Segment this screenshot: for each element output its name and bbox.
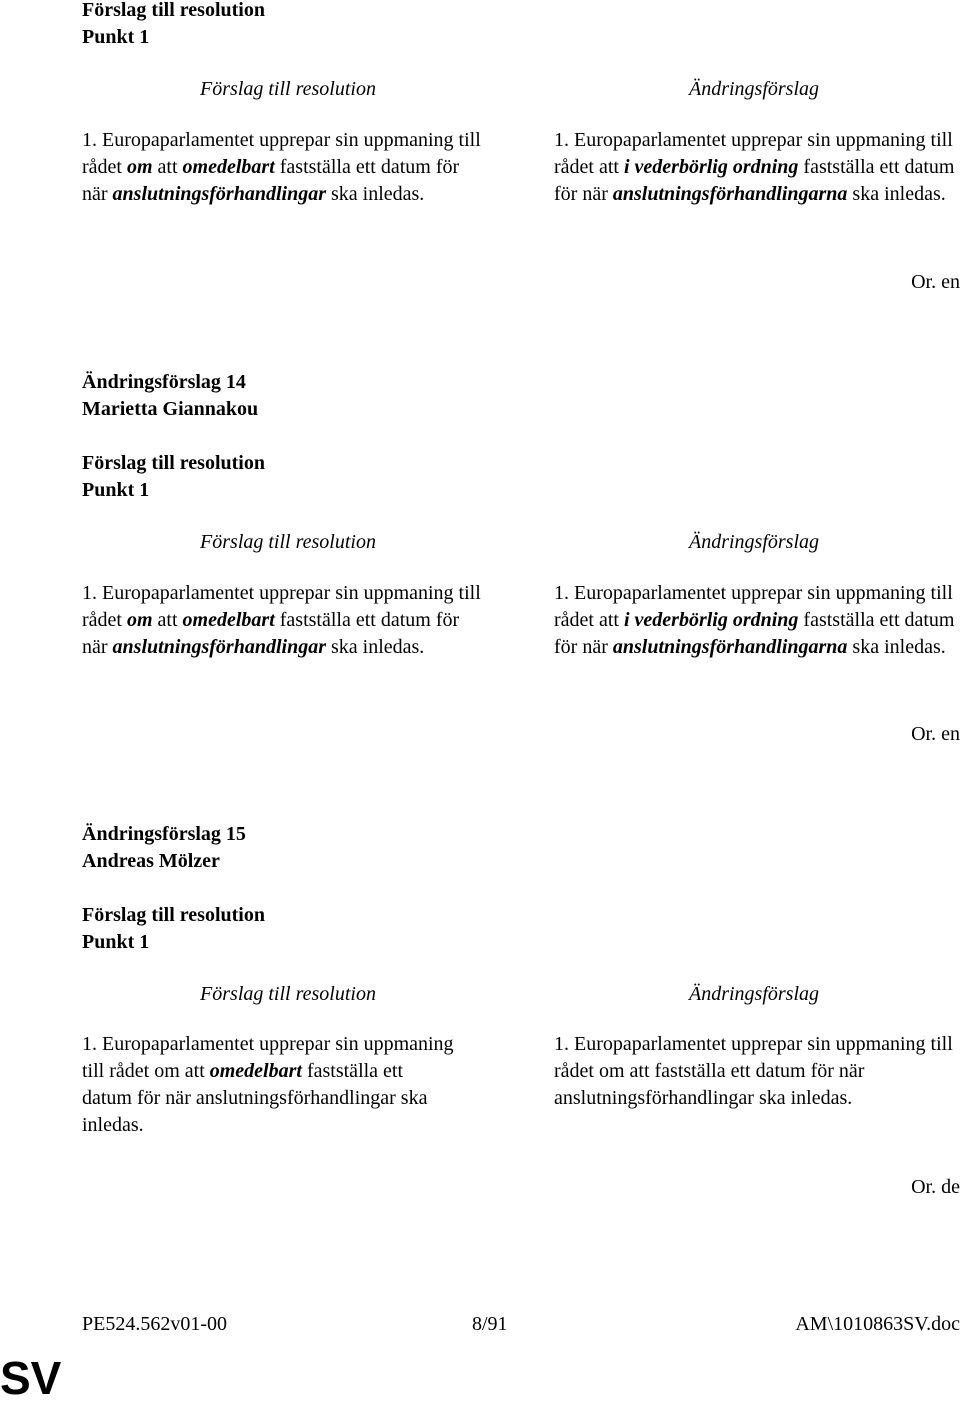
footer-page-number: 8/91 xyxy=(472,1313,508,1335)
block2-left-column-heading: Förslag till resolution xyxy=(200,531,376,553)
emphasis: anslutningsförhandlingar xyxy=(112,183,326,205)
block3-header xyxy=(82,821,246,875)
block2-left-text: 1. Europaparlamentet upprepar sin uppmaning till rådet om att omedelbart fastställa ett datum för när anslutningsförhandlingar ska inledas. xyxy=(82,582,481,658)
emphasis: om xyxy=(126,156,153,178)
block1-heading-line1: Förslag till resolution xyxy=(82,0,265,21)
emphasis: omedelbart xyxy=(209,1060,302,1082)
block3-left-column-heading: Förslag till resolution xyxy=(200,983,376,1005)
block3-heading xyxy=(82,902,265,956)
block1-left-column-heading: Förslag till resolution xyxy=(200,78,376,100)
amendment-author: Marietta Giannakou xyxy=(82,398,259,420)
block1-right-text: 1. Europaparlamentet upprepar sin uppmaning till rådet att i vederbörlig ordning fastställa ett datum för när anslutningsförhandlingarna ska inledas. xyxy=(554,129,955,205)
block1-right-column-heading: Ändringsförslag xyxy=(688,78,820,100)
emphasis: omedelbart xyxy=(182,156,275,178)
block2-header xyxy=(82,369,258,423)
footer-file-name: AM\1010863SV.doc xyxy=(795,1313,960,1335)
language-code: SV xyxy=(0,1352,62,1404)
block1-heading-line2: Punkt 1 xyxy=(82,26,150,48)
emphasis: omedelbart xyxy=(182,609,275,631)
block3-heading-line2: Punkt 1 xyxy=(82,931,150,953)
emphasis: anslutningsförhandlingarna xyxy=(612,183,848,205)
block2-heading-line1: Förslag till resolution xyxy=(82,452,265,474)
emphasis: i vederbörlig ordning xyxy=(623,609,799,631)
block2-right-column-heading: Ändringsförslag xyxy=(688,531,820,553)
block2-heading xyxy=(82,450,265,504)
amendment-title: Ändringsförslag 15 xyxy=(82,823,246,845)
block3-right-column-heading: Ändringsförslag xyxy=(688,983,820,1005)
block1-left-text: 1. Europaparlamentet upprepar sin uppmaning till rådet om att omedelbart fastställa ett datum för när anslutningsförhandlingar ska inledas. xyxy=(82,129,481,205)
amendment-author: Andreas Mölzer xyxy=(82,850,220,872)
block3-origin-language: Or. de xyxy=(911,1176,960,1198)
emphasis: anslutningsförhandlingarna xyxy=(612,636,848,658)
block3-left-text: 1. Europaparlamentet upprepar sin uppmaning till rådet om att omedelbart fastställa ett datum för när anslutningsförhandlingar ska inledas. xyxy=(82,1033,454,1136)
emphasis: om xyxy=(126,609,153,631)
block1-origin-language: Or. en xyxy=(911,271,960,293)
footer-document-reference: PE524.562v01-00 xyxy=(82,1313,227,1335)
block2-origin-language: Or. en xyxy=(911,723,960,745)
block2-heading-line2: Punkt 1 xyxy=(82,479,150,501)
block1-heading xyxy=(82,0,265,51)
emphasis: i vederbörlig ordning xyxy=(623,156,799,178)
block3-heading-line1: Förslag till resolution xyxy=(82,904,265,926)
block3-right-text: 1. Europaparlamentet upprepar sin uppmaning till rådet om att fastställa ett datum för när anslutningsförhandlingar ska inledas. xyxy=(554,1033,953,1109)
block2-right-text: 1. Europaparlamentet upprepar sin uppmaning till rådet att i vederbörlig ordning fastställa ett datum för när anslutningsförhandlingarna ska inledas. xyxy=(554,582,955,658)
emphasis: anslutningsförhandlingar xyxy=(112,636,326,658)
amendment-title: Ändringsförslag 14 xyxy=(82,371,246,393)
